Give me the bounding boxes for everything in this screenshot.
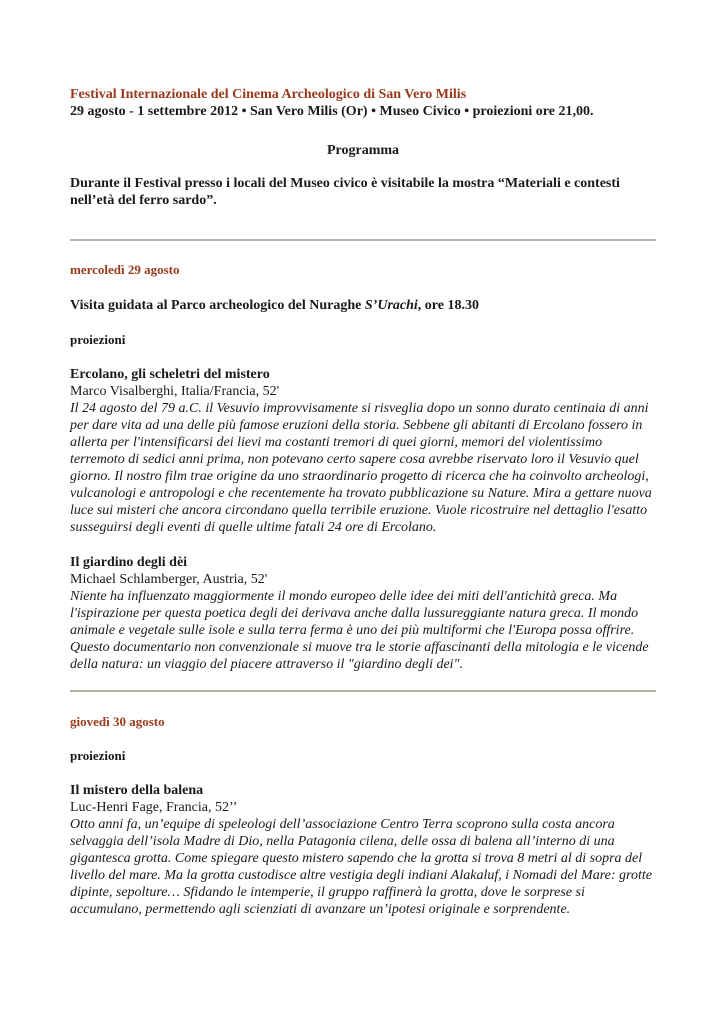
film-credit: Michael Schlamberger, Austria, 52' (70, 572, 268, 587)
film-entry (70, 554, 656, 673)
section-divider (70, 690, 656, 692)
film-description: Niente ha influenzato maggiormente il mondo europeo delle idee dei miti dell'antichità greca. Ma l'ispirazione per questa poetica degli dei derivava anche dalla lussureggiante natura greca. Il mondo animale e vegetale sulle isole e sulla terra ferma è uno dei più multiformi che l'Europa possa offrire. Questo documentario non convenzionale si muove tra le storie affascinanti della mitologia e le vicende della natura: un viaggio del piacere attraverso il "giardino degli dei". (70, 589, 649, 672)
screenings-label: proiezioni (70, 332, 126, 347)
program-heading: Programma (326, 143, 400, 158)
festival-title: Festival Internazionale del Cinema Archeologico di San Vero Milis (70, 87, 467, 102)
visit-site: S’Urachi (364, 298, 418, 313)
film-credit: Luc-Henri Fage, Francia, 52’’ (70, 800, 238, 815)
film-description: Il 24 agosto del 79 a.C. il Vesuvio improvvisamente si risveglia dopo un sonno durato centinaia di anni per dare vita ad una delle più famose eruzioni della storia. Sebbene gli abitanti di Ercolano fossero in allerta per l'intensificarsi dei lievi ma costanti tremori di quei giorni, memori del violentissimo terremoto di sedici anni prima, non potevano certo sapere cosa avrebbe riservato loro il Vesuvio quel giorno. Il nostro film trae origine da uno straordinario progetto di ricerca che ha coinvolto archeologi, vulcanologi e antropologi e che recentemente ha trovato pubblicazione su Nature. Mira a gettare nuova luce sui misteri che ancora circondano quella terribile eruzione. Vuole ricostruire nel dettaglio l'esatto susseguirsi degli eventi di quelle ultime fatali 24 ore di Ercolano. (70, 401, 652, 535)
visit-suffix: , ore 18.30 (417, 298, 479, 313)
film-title: Il mistero della balena (70, 783, 204, 798)
section-divider (70, 239, 656, 241)
film-entry (70, 782, 656, 918)
film-title: Il giardino degli dèi (70, 555, 188, 570)
film-credit: Marco Visalberghi, Italia/Francia, 52' (70, 384, 280, 399)
film-title: Ercolano, gli scheletri del mistero (70, 367, 270, 382)
day-heading: mercoledì 29 agosto (70, 262, 180, 277)
screenings-label: proiezioni (70, 748, 126, 763)
document-page (70, 86, 656, 918)
film-description: Otto anni fa, un’equipe di speleologi dell’associazione Centro Terra scoprono sulla costa ancora selvaggia dell’isola Madre di Dio, nella Patagonia cilena, delle ossa di balena all’interno di una gigantesca grotta. Come spiegare questo mistero sapendo che la grotta si trova 8 metri al di sopra del livello del mare. Ma la grotta custodisce altre vestigia degli indiani Alakaluf, i Nomadi del Mare: grotte dipinte, sepolture… Sfidando le intemperie, il gruppo raffinerà la grotta, dove le sorprese si accumulano, permettendo agli scienziati di avanzare un’ipotesi originale e sorprendente. (70, 817, 652, 917)
film-entry (70, 366, 656, 536)
visit-prefix: Visita guidata al Parco archeologico del Nuraghe (70, 298, 365, 313)
guided-visit (70, 297, 656, 314)
day-heading: giovedì 30 agosto (70, 714, 165, 729)
festival-dates: 29 agosto - 1 settembre 2012 • San Vero Milis (Or) • Museo Civico • proiezioni ore 21,00. (70, 104, 594, 119)
exhibition-intro: Durante il Festival presso i locali del Museo civico è visitabile la mostra “Materiali e contesti nell’età del ferro sardo”. (70, 176, 620, 208)
